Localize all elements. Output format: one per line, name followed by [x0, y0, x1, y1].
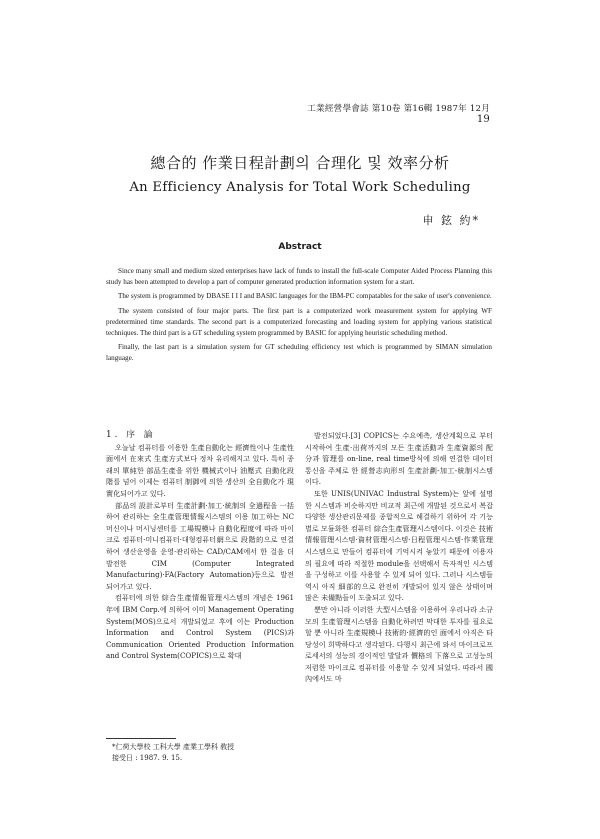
abstract-paragraph: The system is programmed by DBASE I I I and BASIC languages for the IBM-PC compatables for the sake of user's convenience.	[118, 292, 492, 301]
author-affiliation: *仁荷大學校 工科大學 產業工學科 敎授	[112, 743, 235, 751]
body-paragraph: 컴퓨터에 의한 綜合生產情報管理시스템의 개념은 1961年에 IBM Corp.에 의하여 이미 Management Operating System(MOS)으로서 개발되었고 후에 이는 Production Information and Control System (PICS)과 Communication Oriented Production Information and Control System(COPICS)으로 확대	[106, 593, 294, 661]
abstract-body	[106, 266, 492, 368]
title-korean: 總合的 作業日程計劃의 合理化 및 效率分析	[150, 154, 450, 172]
body-paragraph: 또한 UNIS(UNIVAC Industral System)는 앞에 설명한 시스템과 비슷하지만 비교적 최근에 개발된 것으로서 복잡다양한 생산관리문제를 종합적으로 해결하기 위하여 각 기능별로 모듈화한 컴퓨터 綜合生產管理시스템이다. 이것은 技術情報管理시스템·資材管理시스템·日程管理시스템·作業管理시스템으로 만들어 컴퓨터에 기억시켜 놓았기 때문에 이용자의 필요에 따라 적절한 module을 선택해서 독자적인 시스템을 구성하고 이를 사용할 수 있게 되어 있다. 그러나 시스템들 역시 아직 細部的으로 완전히 개발되어 있지 않은 상태이며 많은 未備點들이 도출되고 있다.	[305, 488, 493, 603]
abstract-paragraph: Since many small and medium sized enterprises have lack of funds to install the full-scale Computer Aided Process Planning this study has been attempted to develop a part of computer generated production information system for a start.	[106, 267, 492, 287]
footnote-divider	[106, 738, 176, 739]
abstract-paragraph: Finally, the last part is a simulation system for GT scheduling efficiency test which is programmed by SIMAN simulation language.	[106, 343, 492, 363]
body-paragraph: 발전되었다.[3] COPICS는 수요예측, 생산계획으로 부터 시작하여 生產·出荷까지의 모든 生產活動과 生產資源의 配分과 管理를 on-line, real time방식에 의해 연결한 데이터 통신을 주체로 한 經營志向形의 生產計劃-加工-統制시스템이다.	[305, 431, 493, 487]
section-heading: 1. 序 論	[106, 430, 156, 440]
title-english: An Efficiency Analysis for Total Work Scheduling	[129, 180, 471, 195]
body-paragraph: 오늘날 컴퓨터를 이용한 生產自動化는 經濟性이나 生產性面에서 在來式 生產方式보다 정차 유리해지고 있다. 특히 종래의 單純한 部品生產을 위한 機械式이나 油壓式 自動化段階를 넘어 이제는 컴퓨터 制御에 의한 생산의 全自動化가 現實化되어가고 있다.	[106, 442, 294, 498]
journal-name: 工業經營學會誌 第10卷 第16輯 1987年 12月	[307, 104, 490, 114]
left-column	[106, 430, 294, 662]
page-number: 19	[476, 114, 490, 125]
journal-header	[300, 102, 490, 125]
abstract-paragraph: The system consisted of four major parts. The first part is a computerized work measurement system for applying WF predetermined time standards. The second part is a computerized forecasting and loading system for applying various statistical techniques. The third part is a GT scheduling system programmed by BASIC for applying heuristic scheduling method.	[106, 306, 492, 338]
body-paragraph: 뿐만 아니라 이러한 大型시스템을 이용하여 우리나라 소규모의 生產管理시스템을 自動化하려면 막대한 투자를 필요로 할 뿐 아니라 生產規模나 技術的·經濟的인 面에서 아직은 타당성이 희박하다고 생각된다. 다행시 최근에 와서 마이크로프로세서의 성능의 경이적인 발달과 價格의 下落으로 고성능의 저렴한 마이크로 컴퓨터를 이용할 수 있게 되었다. 따라서 國內에서도 마	[305, 604, 493, 684]
footnote	[112, 742, 302, 764]
received-date: 接受日 : 1987. 9. 15.	[112, 754, 183, 762]
author: 申 鉉 約*	[422, 214, 480, 227]
right-column	[305, 430, 493, 685]
body-paragraph: 部品의 設計로부터 生產計劃·加工·統制의 全過程을 一括하여 관리하는 全生產管理情報시스템의 이용 加工하는 NC머신이나 머시닝센터를 工場規模나 自動化程度에 따라 마이크로 컴퓨터·미니컴퓨터·대형컴퓨터網으로 段階的으로 연결하여 생산운영을 운영·관리하는 CAD/CAM에서 한 걸음 더 발전한 CIM (Computer Integrated Manufacturing)·FA(Factory Automation)등으로 발전되어가고 있다.	[106, 500, 294, 591]
abstract-heading: Abstract	[278, 242, 322, 252]
